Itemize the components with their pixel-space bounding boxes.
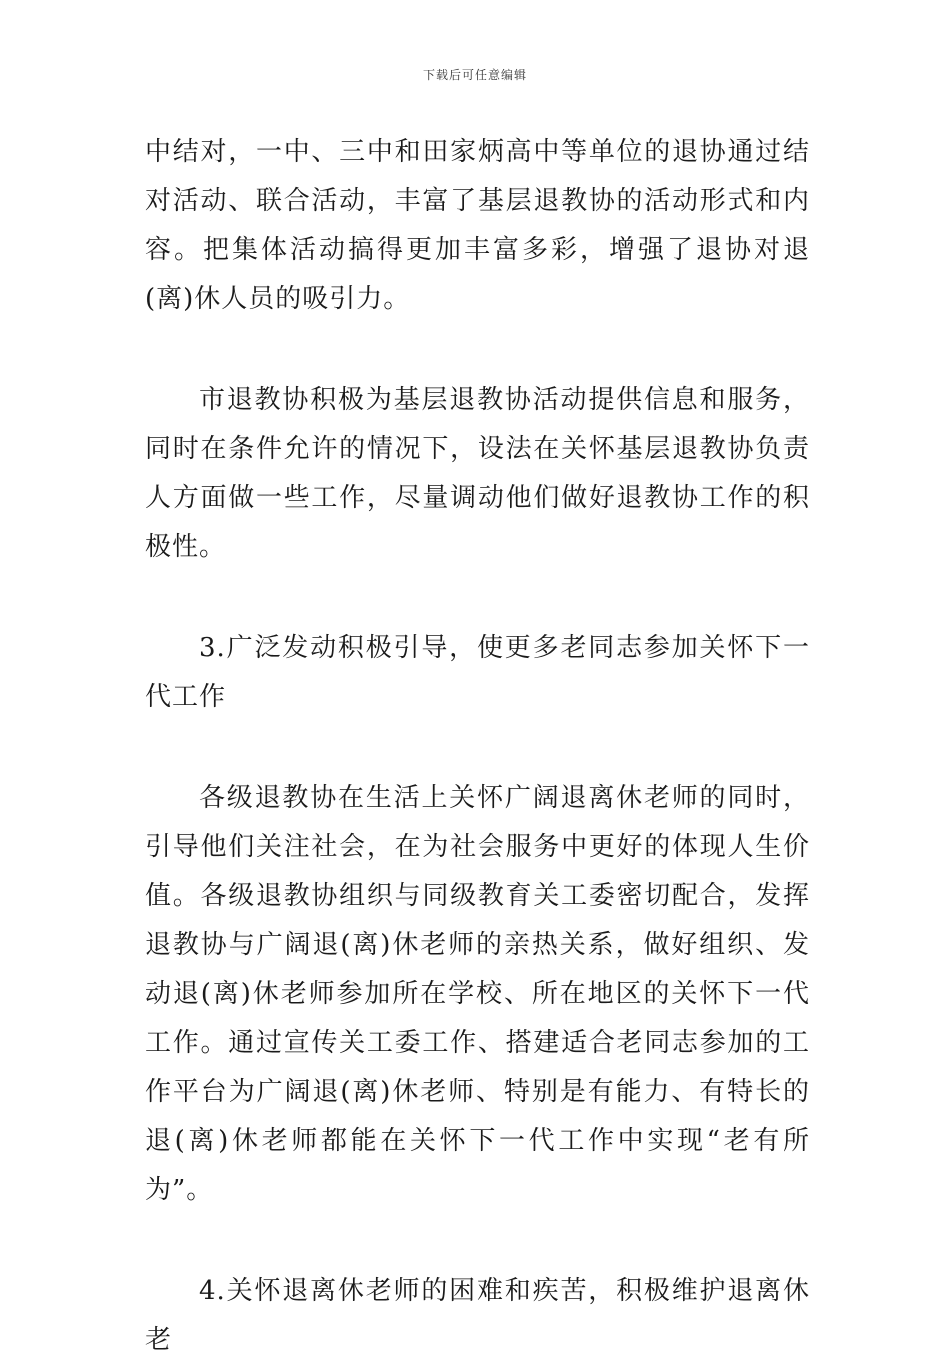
section-heading-3: 3.广泛发动积极引导，使更多老同志参加关怀下一代工作: [145, 633, 810, 712]
paragraph-gap: [145, 1215, 810, 1267]
document-body: [145, 128, 810, 1365]
paragraph-pairing-activities: 中结对，一中、三中和田家炳高中等单位的退协通过结对活动、联合活动，丰富了基层退教协的活动形式和内容。把集体活动搞得更加丰富多彩，增强了退协对退(离)休人员的吸引力。: [145, 137, 810, 314]
paragraph-gap: [145, 324, 810, 376]
paragraph-gap: [145, 572, 810, 624]
page-header-note: 下载后可任意编辑: [422, 68, 527, 82]
section-heading-4: 4.关怀退离休老师的困难和疾苦，积极维护退离休老: [145, 1276, 810, 1355]
paragraph-next-generation-work: 各级退教协在生活上关怀广阔退离休老师的同时，引导他们关注社会，在为社会服务中更好的体现人生价值。各级退教协组织与同级教育关工委密切配合，发挥退教协与广阔退(离)休老师的亲热关系，做好组织、发动退(离)休老师参加所在学校、所在地区的关怀下一代工作。通过宣传关工委工作、搭建适合老同志参加的工作平台为广阔退(离)休老师、特别是有能力、有特长的退(离)休老师都能在关怀下一代工作中实现“老有所为”。: [145, 783, 810, 1205]
paragraph-city-support: 市退教协积极为基层退教协活动提供信息和服务，同时在条件允许的情况下，设法在关怀基层退教协负责人方面做一些工作，尽量调动他们做好退教协工作的积极性。: [145, 385, 810, 562]
paragraph-gap: [145, 722, 810, 774]
